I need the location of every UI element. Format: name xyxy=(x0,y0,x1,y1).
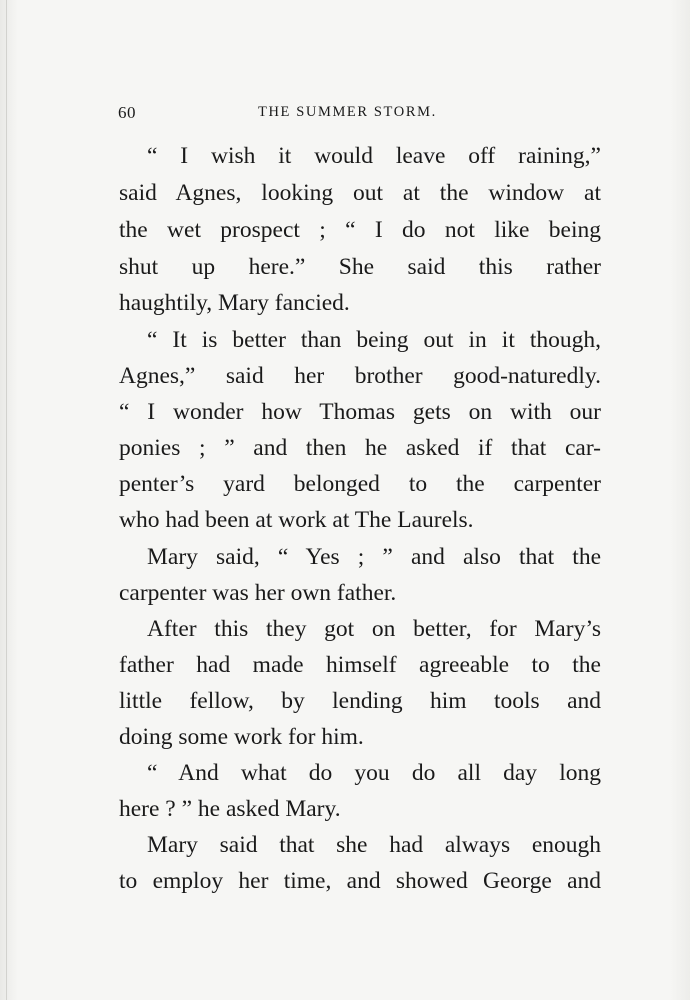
text-line: Mary said, “ Yes ; ” and also that the xyxy=(147,544,601,570)
text-line: penter’s yard belonged to the carpenter xyxy=(119,471,601,497)
text-line: “ And what do you do all day long xyxy=(147,760,601,786)
text-line: Mary said that she had always enough xyxy=(147,832,601,858)
text-line: Agnes,” said her brother good-naturedly. xyxy=(119,363,601,389)
text-line: “ It is better than being out in it though, xyxy=(147,327,601,353)
text-line: little fellow, by lending him tools and xyxy=(119,688,601,714)
text-line: the wet prospect ; “ I do not like being xyxy=(119,217,601,243)
text-line: “ I wonder how Thomas gets on with our xyxy=(119,399,601,425)
running-head: THE SUMMER STORM. xyxy=(258,104,437,120)
text-line: to employ her time, and showed George and xyxy=(119,868,601,894)
text-line: shut up here.” She said this rather xyxy=(119,254,601,280)
text-line: who had been at work at The Laurels. xyxy=(119,507,474,533)
text-line: said Agnes, looking out at the window at xyxy=(119,180,601,206)
text-line: here ? ” he asked Mary. xyxy=(119,796,341,822)
page-number: 60 xyxy=(118,103,136,122)
text-line: doing some work for him. xyxy=(119,724,364,750)
text-line: “ I wish it would leave off raining,” xyxy=(147,143,601,169)
text-line: ponies ; ” and then he asked if that car- xyxy=(119,435,601,461)
text-line: carpenter was her own father. xyxy=(119,580,397,606)
text-line: haughtily, Mary fancied. xyxy=(119,290,350,316)
page-edge xyxy=(6,0,7,1000)
text-line: father had made himself agreeable to the xyxy=(119,652,601,678)
text-line: After this they got on better, for Mary’s xyxy=(147,616,601,642)
page-header xyxy=(118,103,603,127)
